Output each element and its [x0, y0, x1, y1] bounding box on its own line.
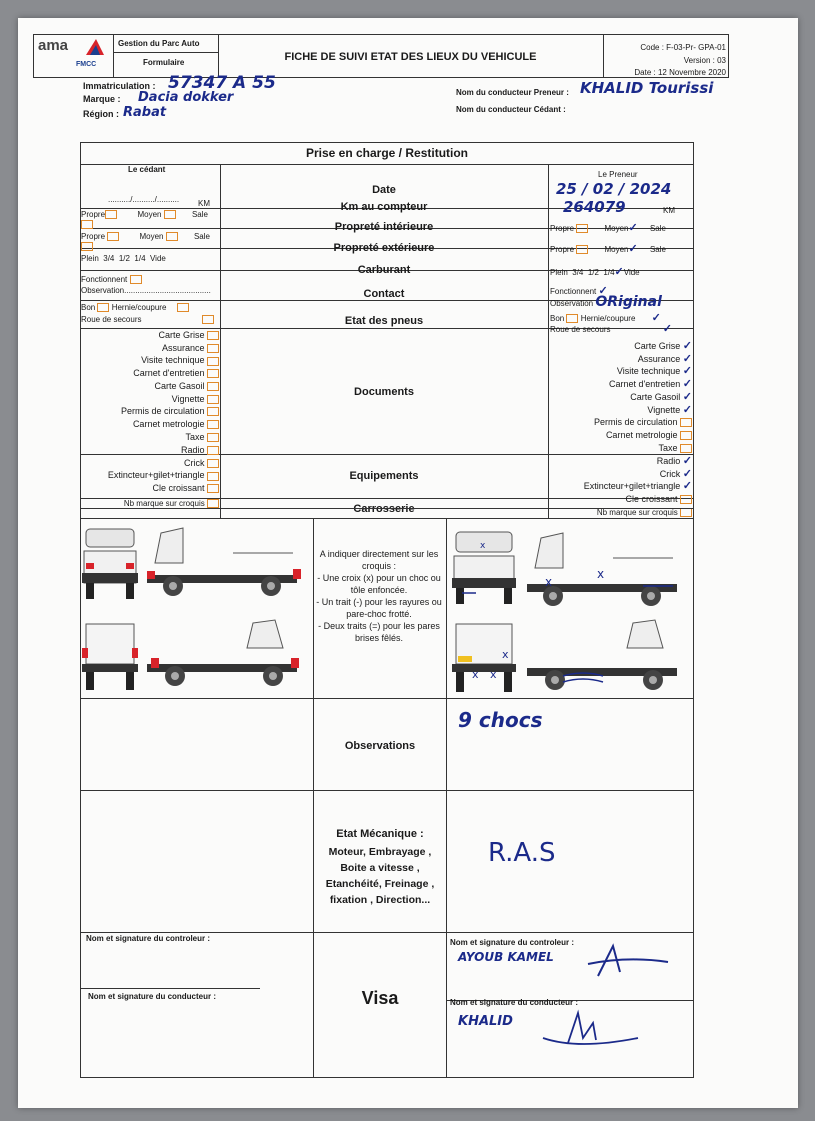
preneur-observation: ORiginal: [595, 294, 662, 310]
van-side-2-icon: [143, 618, 313, 698]
logo: ama FMCC: [36, 35, 111, 75]
cedant-nb-marque: Nb marque sur croquis: [81, 499, 219, 508]
croquis-instructions: A indiquer directement sur les croquis : - Une croix (x) pour un choc ou tôle enfoncée. - Un trait (-) pour les rayures ou pare-choc frotté. - Deux traits (=) pour les pares brises fêlés.: [316, 549, 442, 643]
list-item: Visite technique ✓: [616, 365, 692, 378]
checkbox[interactable]: [680, 495, 692, 504]
checkbox[interactable]: [207, 446, 219, 455]
preneur-prop-ext: Propre Moyen✓ Sale: [550, 243, 666, 255]
form-page: ama FMCC Gestion du Parc Auto Formulaire FICHE DE SUIVI ETAT DES LIEUX DU VEHICULE Code : F-03-Pr- GPA-01 Version : 03 Date : 12 Novembre 2020 Immatriculation : 57347 A 55 Marque : Dacia dokker Région : Rabat Nom du conducteur Preneur : KHALID Tourissi Nom du conducteur Cédant : Prise en charge / Restitution Le cédant Le Preneur Date Km au compteur Propreté intérieure Propreté extérieure Carburant Contact Etat des pneus Documents Equipements Carrosserie ........../........../.......... KM Propre Moyen Sale Propre Moyen Sale Plein 3/4 1/2 1/4 Vide Fonctionnent Observation....................................... Bon Hernie/coupure Roue de secours Carte Grise Assurance Visite technique Carnet d'entretien Carte Gasoil Vignette Permis de circulation Carnet metrologie Taxe Radio Crick Extincteur+gilet+triangle Cle croissant Nb marque sur croquis 25 / 02 / 2024 264079 KM Propre Moyen✓ Sale Propre Moyen✓ Sale Plein 3/4 1/2 1/4✓Vide Fonctionnent ✓ Observation ORiginal Bon Hernie/coupure ✓ Roue de secours ✓ Carte Grise ✓ Assurance ✓ Visite technique ✓ Carnet d'entretien ✓ Carte Gasoil ✓ Vignette ✓ Permis de circulation Carnet metrologie Taxe Radio ✓ Crick ✓ Extincteur+gilet+triangle ✓ Cle croissant Nb marque sur croquis A indiquer directement sur les croquis : - Une croix (x) pour un choc ou tôle enfoncée. - Un trait (-) pour les rayures ou pare-choc frotté. - Deux traits (=) pour les pares brises fêlés. x x x x x x Observations 9 chocs Etat Mécanique : Moteur, Embrayage , Boite a vitesse , Etanchéité, Freinage , fixation , Direction... R.A.S Nom et signature du controleur : Nom et signature du conducteur : Visa Nom et signature du controleur : AYOUB KAMEL Nom et signature du conducteur : KHALID: [18, 18, 798, 1108]
list-item: Crick ✓: [659, 467, 692, 480]
visa-label: Visa: [361, 988, 399, 1008]
checkbox[interactable]: [680, 418, 692, 427]
checkbox[interactable]: [680, 444, 692, 453]
controleur-signature: [578, 936, 678, 986]
list-item: Carnet metrologie: [550, 429, 692, 442]
checkbox[interactable]: [207, 472, 219, 481]
list-item: Assurance: [81, 342, 219, 355]
cedant-documents: [81, 329, 219, 443]
van-front-icon: [450, 528, 520, 608]
etat-meca-detail: Moteur, Embrayage , Boite a vitesse , Etanchéité, Freinage , fixation , Direction...: [325, 846, 435, 906]
immat-value: 57347 A 55: [168, 73, 276, 93]
cedant-contact: Fonctionnent Observation.......................................: [81, 275, 211, 295]
observations-value: 9 chocs: [458, 708, 543, 732]
checkbox[interactable]: [680, 431, 692, 440]
preneur-head: Le Preneur: [598, 170, 638, 179]
doc-type-label: Formulaire: [143, 58, 185, 67]
marque-value: Dacia dokker: [138, 90, 234, 105]
van-rear-icon: [450, 618, 520, 703]
svg-text:x: x: [597, 567, 605, 581]
checked-icon[interactable]: ✓: [682, 340, 692, 352]
observations-label: Observations: [344, 740, 416, 752]
logo-mark-icon: [84, 37, 106, 57]
list-item: Carte Grise ✓: [634, 340, 692, 352]
row-documents: Documents: [354, 386, 414, 398]
svg-text:x: x: [490, 668, 497, 681]
sig-conducteur-left: Nom et signature du conducteur :: [88, 992, 217, 1001]
row-date: Date: [372, 184, 396, 196]
checkbox[interactable]: [207, 459, 219, 468]
list-item: Carnet d'entretien ✓: [609, 378, 692, 391]
list-item: Carnet metrologie: [81, 418, 219, 431]
list-item: Carte Gasoil: [81, 380, 219, 393]
preneur-contact: Fonctionnent ✓ Observation ORiginal: [550, 285, 662, 310]
checkbox[interactable]: [207, 331, 219, 340]
svg-text:x: x: [472, 668, 479, 681]
checked-icon[interactable]: ✓: [682, 403, 692, 416]
doc-version: Version : 03: [683, 56, 726, 65]
checked-icon[interactable]: ✓: [682, 455, 692, 467]
list-item: Vignette: [81, 393, 219, 406]
section-title: Prise en charge / Restitution: [305, 146, 469, 160]
list-item: Assurance ✓: [637, 352, 692, 365]
cedant-head: Le cédant: [128, 165, 166, 174]
sig-conducteur-name: KHALID: [458, 1014, 513, 1029]
marque-label: Marque :: [83, 94, 121, 104]
list-item: Taxe: [81, 431, 219, 444]
doc-code: Code : F-03-Pr- GPA-01: [640, 43, 726, 52]
van-front-icon: [80, 523, 140, 603]
list-item: Crick: [81, 457, 219, 470]
checkbox[interactable]: [207, 382, 219, 391]
cedant-label: Nom du conducteur Cédant :: [456, 105, 566, 114]
cedant-km-unit: KM: [198, 199, 210, 208]
list-item: Taxe: [550, 442, 692, 455]
preneur-documents: [550, 340, 692, 454]
checked-icon[interactable]: ✓: [682, 390, 692, 403]
list-item: Cle croissant: [550, 493, 692, 506]
svg-text:x: x: [545, 575, 553, 589]
list-item: Carnet d'entretien: [81, 367, 219, 380]
list-item: Carte Gasoil ✓: [630, 390, 692, 403]
row-contact: Contact: [363, 288, 405, 300]
row-carrosserie: Carrosserie: [353, 503, 415, 515]
page-title: FICHE DE SUIVI ETAT DES LIEUX DU VEHICULE: [284, 51, 537, 63]
conducteur-signature: [538, 1008, 648, 1053]
list-item: Radio ✓: [656, 455, 692, 467]
list-item: Extincteur+gilet+triangle ✓: [583, 480, 692, 493]
region-label: Région :: [83, 109, 119, 119]
cedant-carburant: Plein 3/4 1/2 1/4 Vide: [81, 254, 166, 263]
row-pneus: Etat des pneus: [344, 315, 424, 327]
row-prop-int: Propreté intérieure: [334, 221, 434, 233]
preneur-value: KHALID Tourissi: [580, 79, 714, 97]
checkbox[interactable]: [207, 484, 219, 493]
list-item: Carte Grise: [81, 329, 219, 342]
list-item: Extincteur+gilet+triangle: [81, 469, 219, 482]
preneur-pneus: Bon Hernie/coupure ✓ Roue de secours ✓: [550, 312, 672, 335]
checked-icon[interactable]: ✓: [682, 365, 692, 378]
list-item: Permis de circulation: [81, 405, 219, 418]
sig-controleur-name: AYOUB KAMEL: [458, 950, 554, 964]
etat-meca-value: R.A.S: [488, 838, 556, 868]
van-side-2-icon: [523, 618, 693, 703]
doc-date: Date : 12 Novembre 2020: [634, 68, 726, 77]
svg-text:x: x: [480, 541, 486, 551]
cedant-pneus: Bon Hernie/coupure Roue de secours: [81, 302, 214, 326]
checkbox[interactable]: [207, 420, 219, 429]
checkbox[interactable]: [207, 433, 219, 442]
preneur-label: Nom du conducteur Preneur :: [456, 88, 569, 97]
list-item: Visite technique: [81, 354, 219, 367]
svg-text:x: x: [502, 648, 509, 661]
list-item: Cle croissant: [81, 482, 219, 495]
checked-icon[interactable]: ✓: [682, 352, 692, 365]
preneur-equipements: [550, 455, 692, 506]
sig-controleur-right: Nom et signature du controleur :: [450, 938, 575, 947]
etat-meca-label: Etat Mécanique :: [336, 828, 424, 840]
dept-label: Gestion du Parc Auto: [118, 39, 200, 48]
row-equipements: Equipements: [349, 470, 419, 482]
checkbox[interactable]: [207, 407, 219, 416]
checked-icon[interactable]: ✓: [682, 480, 692, 493]
preneur-nb-marque: Nb marque sur croquis: [550, 508, 692, 517]
checked-icon[interactable]: ✓: [682, 467, 692, 480]
preneur-carburant: Plein 3/4 1/2 1/4✓Vide: [550, 266, 640, 278]
list-item: Vignette ✓: [647, 403, 692, 416]
checkbox[interactable]: [207, 344, 219, 353]
list-item: Permis de circulation: [550, 416, 692, 429]
row-carburant: Carburant: [357, 264, 411, 276]
checkbox[interactable]: [207, 369, 219, 378]
van-side-icon: [143, 523, 313, 603]
van-side-icon: [523, 528, 693, 613]
row-prop-ext: Propreté extérieure: [333, 242, 435, 254]
row-km: Km au compteur: [340, 201, 428, 213]
sig-conducteur-right: Nom et signature du conducteur :: [450, 998, 579, 1007]
checkbox[interactable]: [207, 395, 219, 404]
preneur-date: 25 / 02 / 2024: [556, 180, 672, 198]
checked-icon[interactable]: ✓: [682, 378, 692, 391]
list-item: Radio: [81, 444, 219, 457]
van-rear-icon: [80, 618, 140, 698]
cedant-prop-int: Propre Moyen Sale: [81, 210, 219, 229]
checkbox[interactable]: [207, 357, 219, 366]
cedant-equipements: [81, 444, 219, 495]
preneur-km: 264079: [563, 198, 626, 216]
cedant-prop-ext: Propre Moyen Sale: [81, 232, 219, 251]
preneur-prop-int: Propre Moyen✓ Sale: [550, 222, 666, 234]
region-value: Rabat: [123, 105, 167, 120]
immat-label: Immatriculation :: [83, 81, 156, 91]
sig-controleur-left: Nom et signature du controleur :: [86, 934, 211, 943]
